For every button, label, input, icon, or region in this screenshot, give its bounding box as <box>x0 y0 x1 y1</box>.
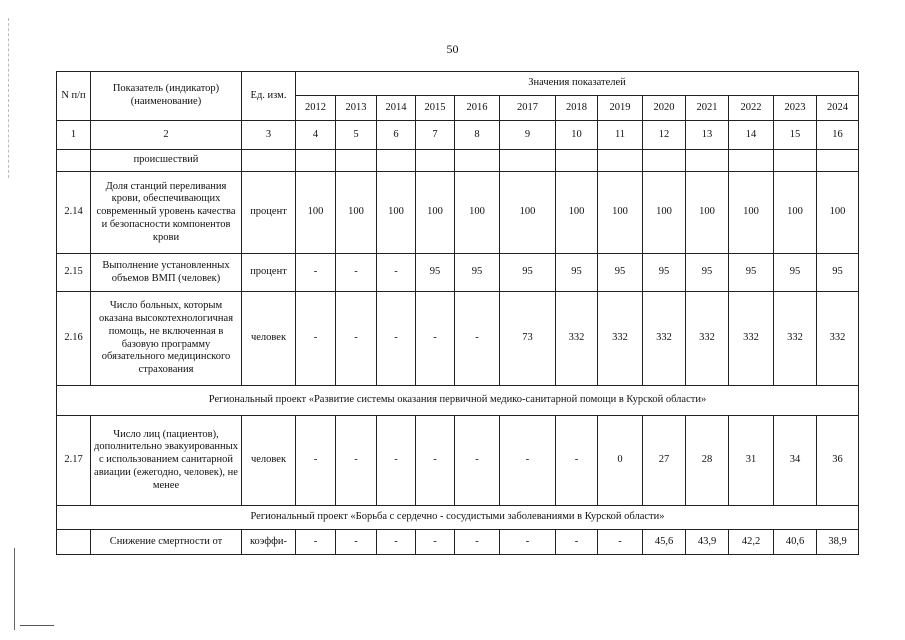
indicators-table <box>56 71 859 555</box>
project-title: Региональный проект «Развитие системы оказания первичной медико-санитарной помощи в Курской области» <box>57 386 859 416</box>
value-cell <box>500 150 556 172</box>
value-cell: 100 <box>296 172 336 254</box>
header-values-group: Значения показателей <box>296 72 859 96</box>
value-cell <box>296 150 336 172</box>
year-header: 2012 <box>296 96 336 121</box>
value-cell: 0 <box>598 416 643 506</box>
value-cell <box>416 150 455 172</box>
value-cell: - <box>336 416 377 506</box>
row-num: 2.14 <box>57 172 91 254</box>
column-number: 15 <box>774 121 817 150</box>
value-cell: 95 <box>500 254 556 292</box>
table-row <box>57 150 859 172</box>
value-cell: - <box>556 416 598 506</box>
value-cell: - <box>377 530 416 555</box>
year-header: 2014 <box>377 96 416 121</box>
row-unit: человек <box>242 416 296 506</box>
value-cell: 28 <box>686 416 729 506</box>
value-cell: 100 <box>455 172 500 254</box>
column-number: 10 <box>556 121 598 150</box>
value-cell: 100 <box>500 172 556 254</box>
value-cell: - <box>296 416 336 506</box>
value-cell: 43,9 <box>686 530 729 555</box>
row-unit: процент <box>242 172 296 254</box>
row-unit: коэффи- <box>242 530 296 555</box>
table-row <box>57 416 859 506</box>
column-number: 7 <box>416 121 455 150</box>
row-unit <box>242 150 296 172</box>
value-cell: 27 <box>643 416 686 506</box>
table-row <box>57 172 859 254</box>
value-cell: - <box>377 254 416 292</box>
column-number: 3 <box>242 121 296 150</box>
value-cell: - <box>556 530 598 555</box>
value-cell <box>598 150 643 172</box>
value-cell: 42,2 <box>729 530 774 555</box>
header-indicator: Показатель (индикатор) (наименование) <box>91 72 242 121</box>
value-cell: 36 <box>817 416 859 506</box>
value-cell: - <box>296 254 336 292</box>
year-header: 2013 <box>336 96 377 121</box>
value-cell: 100 <box>774 172 817 254</box>
column-number: 4 <box>296 121 336 150</box>
header-num: N п/п <box>57 72 91 121</box>
year-header: 2021 <box>686 96 729 121</box>
column-number: 8 <box>455 121 500 150</box>
project-title: Региональный проект «Борьба с сердечно - сосудистыми заболеваниями в Курской области» <box>57 506 859 530</box>
value-cell: - <box>377 416 416 506</box>
column-number: 12 <box>643 121 686 150</box>
year-header: 2022 <box>729 96 774 121</box>
year-header: 2015 <box>416 96 455 121</box>
year-header: 2018 <box>556 96 598 121</box>
value-cell <box>729 150 774 172</box>
table-row <box>57 530 859 555</box>
value-cell: 95 <box>686 254 729 292</box>
value-cell <box>455 150 500 172</box>
value-cell: 332 <box>598 292 643 386</box>
value-cell: - <box>455 292 500 386</box>
value-cell: 34 <box>774 416 817 506</box>
column-number: 5 <box>336 121 377 150</box>
column-number: 11 <box>598 121 643 150</box>
column-number: 14 <box>729 121 774 150</box>
value-cell: 95 <box>455 254 500 292</box>
row-num: 2.16 <box>57 292 91 386</box>
value-cell: - <box>416 416 455 506</box>
row-indicator: Доля станций переливания крови, обеспечивающих современный уровень качества и безопасности компонентов крови <box>91 172 242 254</box>
column-numbers-row <box>57 121 859 150</box>
row-unit: человек <box>242 292 296 386</box>
row-num: 2.15 <box>57 254 91 292</box>
value-cell: - <box>416 292 455 386</box>
value-cell: 332 <box>556 292 598 386</box>
value-cell: 332 <box>817 292 859 386</box>
value-cell: - <box>336 292 377 386</box>
value-cell: 332 <box>774 292 817 386</box>
value-cell: 100 <box>729 172 774 254</box>
column-number: 6 <box>377 121 416 150</box>
value-cell: 95 <box>643 254 686 292</box>
value-cell: 100 <box>416 172 455 254</box>
table-row <box>57 292 859 386</box>
value-cell: - <box>455 416 500 506</box>
value-cell: - <box>416 530 455 555</box>
column-number: 2 <box>91 121 242 150</box>
value-cell: 95 <box>817 254 859 292</box>
value-cell: - <box>500 416 556 506</box>
row-indicator: Выполнение установленных объемов ВМП (человек) <box>91 254 242 292</box>
value-cell: 100 <box>556 172 598 254</box>
value-cell: - <box>598 530 643 555</box>
value-cell: - <box>336 254 377 292</box>
column-number: 13 <box>686 121 729 150</box>
year-header: 2024 <box>817 96 859 121</box>
value-cell: 45,6 <box>643 530 686 555</box>
row-num: 2.17 <box>57 416 91 506</box>
year-header: 2023 <box>774 96 817 121</box>
value-cell: 95 <box>556 254 598 292</box>
row-indicator: Число лиц (пациентов), дополнительно эвакуированных с использованием санитарной авиации (ежегодно, человек), не менее <box>91 416 242 506</box>
value-cell: - <box>377 292 416 386</box>
column-number: 9 <box>500 121 556 150</box>
value-cell: 332 <box>643 292 686 386</box>
margin-line <box>14 548 15 630</box>
value-cell <box>686 150 729 172</box>
page-number: 50 <box>446 42 459 56</box>
value-cell: 95 <box>598 254 643 292</box>
row-indicator: Число больных, которым оказана высокотехнологичная помощь, не включенная в базовую программу обязательного медицинского страхования <box>91 292 242 386</box>
project-row <box>57 386 859 416</box>
value-cell <box>817 150 859 172</box>
column-number: 1 <box>57 121 91 150</box>
header-unit: Ед. изм. <box>242 72 296 121</box>
year-header: 2020 <box>643 96 686 121</box>
row-indicator: Снижение смертности от <box>91 530 242 555</box>
value-cell: 38,9 <box>817 530 859 555</box>
row-unit: процент <box>242 254 296 292</box>
column-number: 16 <box>817 121 859 150</box>
value-cell: 332 <box>729 292 774 386</box>
value-cell <box>643 150 686 172</box>
year-header: 2017 <box>500 96 556 121</box>
value-cell <box>774 150 817 172</box>
value-cell: 100 <box>598 172 643 254</box>
year-header: 2019 <box>598 96 643 121</box>
value-cell: 95 <box>729 254 774 292</box>
value-cell: 95 <box>416 254 455 292</box>
value-cell: 100 <box>377 172 416 254</box>
table-row <box>57 254 859 292</box>
value-cell: 95 <box>774 254 817 292</box>
value-cell: 100 <box>643 172 686 254</box>
row-indicator: происшествий <box>91 150 242 172</box>
value-cell: - <box>336 530 377 555</box>
value-cell: 100 <box>817 172 859 254</box>
value-cell: - <box>500 530 556 555</box>
value-cell <box>336 150 377 172</box>
project-row <box>57 506 859 530</box>
value-cell <box>556 150 598 172</box>
year-header: 2016 <box>455 96 500 121</box>
value-cell: - <box>296 530 336 555</box>
value-cell: 40,6 <box>774 530 817 555</box>
row-num <box>57 150 91 172</box>
value-cell: 100 <box>686 172 729 254</box>
value-cell: 100 <box>336 172 377 254</box>
footer-rule <box>20 625 54 626</box>
value-cell: 73 <box>500 292 556 386</box>
value-cell: - <box>455 530 500 555</box>
row-num <box>57 530 91 555</box>
value-cell: 31 <box>729 416 774 506</box>
value-cell: 332 <box>686 292 729 386</box>
value-cell <box>377 150 416 172</box>
value-cell: - <box>296 292 336 386</box>
